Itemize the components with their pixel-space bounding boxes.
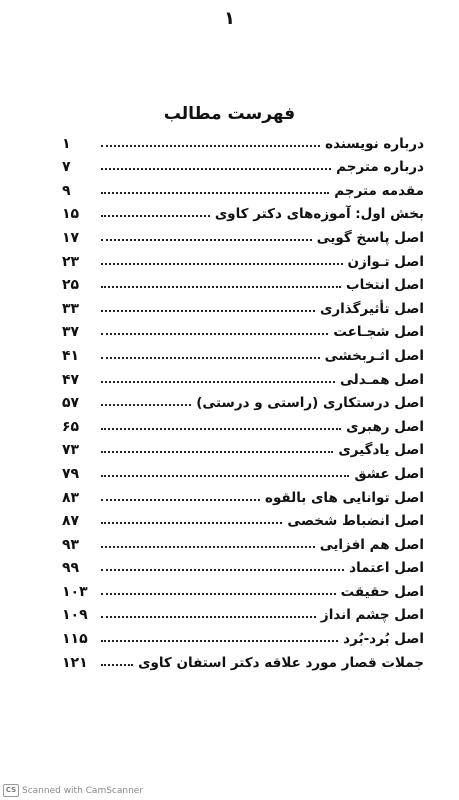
toc-entry xyxy=(62,623,424,647)
toc-entry xyxy=(62,270,424,294)
scanner-watermark xyxy=(3,784,143,797)
toc-entry xyxy=(62,152,424,176)
dot-leader xyxy=(101,286,341,288)
toc-entry-label: درباره نویسنده xyxy=(325,135,424,152)
scanner-watermark-text: Scanned with CamScanner xyxy=(22,785,144,796)
dot-leader xyxy=(101,640,338,642)
toc-entry-page: ۲۳ xyxy=(62,253,80,270)
dot-leader xyxy=(101,215,210,217)
toc-entry-label: بخش اول: آموزه‌های دکتر کاوی xyxy=(214,206,424,223)
camscanner-logo-icon: CS xyxy=(3,784,19,797)
toc-entry-page: ۸۳ xyxy=(62,489,80,506)
toc-entry-page: ۸۷ xyxy=(62,513,80,530)
toc-entry xyxy=(62,340,424,364)
toc-entry xyxy=(62,435,424,459)
toc-entry-page: ۲۵ xyxy=(62,277,80,294)
dot-leader xyxy=(101,333,328,335)
toc-entry xyxy=(62,529,424,553)
dot-leader xyxy=(101,546,315,548)
toc-entry-label: اصل اثـربخشی xyxy=(324,347,424,364)
toc-entry-page: ۱۲۱ xyxy=(62,654,88,671)
toc-entry-label: اصل تـوازن xyxy=(347,253,424,270)
toc-entry xyxy=(62,388,424,412)
toc-entry-label: جملات قصار مورد علاقه دکتر استفان کاوی xyxy=(138,654,424,671)
toc-entry-label: اصل عشق xyxy=(354,465,424,482)
toc-entry xyxy=(62,647,424,671)
toc-entry-page: ۱۱۵ xyxy=(62,631,88,648)
toc-entry-page: ۴۷ xyxy=(62,371,80,388)
dot-leader xyxy=(101,593,336,595)
toc-entry-label: اصل یادگیری xyxy=(338,442,424,459)
toc-entry-label: اصل شجـاعت xyxy=(333,324,424,341)
toc-entry-label: اصل تأثیرگذاری xyxy=(320,300,424,317)
toc-entry-label: اصل اعتماد xyxy=(349,560,424,577)
toc-entry-label: اصل رهبری xyxy=(346,418,424,435)
toc-entry-page: ۴۱ xyxy=(62,347,80,364)
dot-leader xyxy=(101,310,315,312)
toc-entry xyxy=(62,175,424,199)
toc-entry-label: اصل بُرد-بُرد xyxy=(343,631,424,648)
toc-entry xyxy=(62,199,424,223)
toc-entry xyxy=(62,458,424,482)
toc-entry xyxy=(62,293,424,317)
dot-leader xyxy=(101,239,312,241)
toc-entry xyxy=(62,600,424,624)
dot-leader xyxy=(101,616,316,618)
toc-entry-label: اصل چشم انداز xyxy=(320,607,424,624)
toc-entry xyxy=(62,553,424,577)
toc-entry-label: اصل توانایی های بالقوه xyxy=(264,489,424,506)
toc-entry-label: اصل هم افزایی xyxy=(319,536,424,553)
toc-entry xyxy=(62,576,424,600)
toc-entry-page: ۵۷ xyxy=(62,395,80,412)
dot-leader xyxy=(101,192,329,194)
dot-leader xyxy=(101,664,133,666)
toc-entry-page: ۱۵ xyxy=(62,206,80,223)
toc-entry-label: اصل انتخاب xyxy=(346,277,424,294)
toc-entry-page: ۹ xyxy=(62,182,71,199)
dot-leader xyxy=(101,522,282,524)
toc-entry-page: ۳۷ xyxy=(62,324,80,341)
dot-leader xyxy=(101,357,320,359)
toc-entry xyxy=(62,317,424,341)
dot-leader xyxy=(101,499,260,501)
table-of-contents xyxy=(62,128,424,671)
toc-entry-label: مقدمه مترجم xyxy=(334,182,424,199)
dot-leader xyxy=(101,475,349,477)
toc-entry-page: ۱۰۹ xyxy=(62,607,88,624)
toc-entry xyxy=(62,482,424,506)
toc-entry-label: اصل درستکاری (راستی و درستی) xyxy=(196,395,424,412)
toc-entry xyxy=(62,364,424,388)
dot-leader xyxy=(101,404,191,406)
toc-entry-label: اصل پاسخ گویی xyxy=(316,229,424,246)
dot-leader xyxy=(101,451,333,453)
toc-entry xyxy=(62,128,424,152)
toc-entry-label: اصل حقیقت xyxy=(340,583,424,600)
toc-entry-page: ۷۹ xyxy=(62,465,80,482)
toc-entry xyxy=(62,246,424,270)
toc-entry-page: ۱ xyxy=(62,135,71,152)
toc-entry xyxy=(62,506,424,530)
toc-entry-label: درباره مترجم xyxy=(336,159,424,176)
toc-entry-page: ۶۵ xyxy=(62,418,80,435)
page-number: ۱ xyxy=(224,8,235,29)
dot-leader xyxy=(101,569,344,571)
toc-entry xyxy=(62,222,424,246)
toc-entry xyxy=(62,411,424,435)
toc-entry-page: ۱۰۳ xyxy=(62,583,88,600)
dot-leader xyxy=(101,428,341,430)
toc-entry-page: ۷۳ xyxy=(62,442,80,459)
dot-leader xyxy=(101,263,343,265)
toc-entry-page: ۷ xyxy=(62,159,71,176)
toc-entry-label: اصل همـدلی xyxy=(340,371,424,388)
dot-leader xyxy=(101,381,335,383)
toc-entry-label: اصل انضباط شخصی xyxy=(287,513,424,530)
toc-entry-page: ۳۳ xyxy=(62,300,80,317)
toc-title: فهرست مطالب xyxy=(163,104,296,124)
toc-entry-page: ۹۳ xyxy=(62,536,80,553)
dot-leader xyxy=(101,145,320,147)
toc-entry-page: ۹۹ xyxy=(62,560,80,577)
toc-entry-page: ۱۷ xyxy=(62,229,80,246)
dot-leader xyxy=(101,168,331,170)
